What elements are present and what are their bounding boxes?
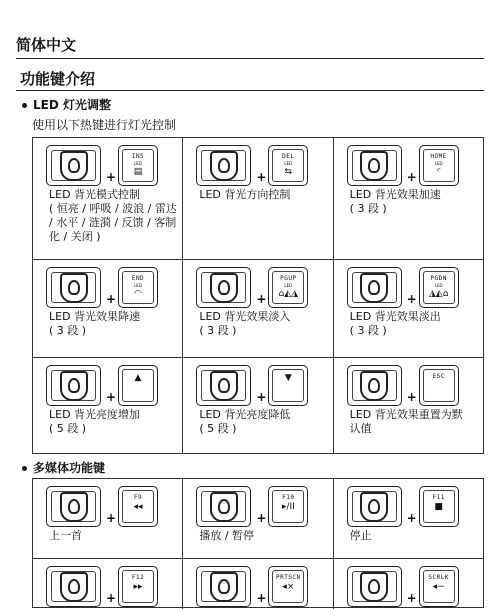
msi-key-icon bbox=[46, 267, 101, 308]
hotkey-cell bbox=[33, 260, 183, 357]
function-key-icon bbox=[419, 486, 459, 527]
divider bbox=[16, 90, 484, 91]
msi-dragon-icon bbox=[60, 371, 88, 401]
hotkey-description bbox=[199, 529, 254, 543]
description-line: ( 5 段 ) bbox=[199, 422, 237, 435]
description-line: LED 背光效果淡出 bbox=[349, 310, 441, 323]
plus-sign: + bbox=[406, 591, 417, 605]
msi-key-icon bbox=[196, 566, 251, 607]
function-key-icon bbox=[268, 566, 308, 607]
key-face bbox=[272, 570, 304, 603]
led-subtitle: LED 灯光调整 bbox=[22, 96, 111, 113]
key-face bbox=[423, 271, 455, 304]
key-name: DEL bbox=[282, 153, 295, 160]
key-face bbox=[272, 149, 304, 182]
hotkey-cell bbox=[183, 138, 333, 259]
function-key-icon bbox=[419, 145, 459, 186]
key-glyph-icon: ⌂◭◮ bbox=[278, 289, 299, 299]
key-glyph-icon: ◂− bbox=[432, 582, 445, 592]
msi-key-icon bbox=[46, 365, 101, 406]
section-title: 功能键介绍 bbox=[20, 70, 96, 88]
key-glyph-icon: ◂× bbox=[282, 582, 295, 592]
function-key-icon bbox=[118, 365, 158, 406]
key-face bbox=[51, 150, 96, 181]
description-line: LED 背光效果淡入 bbox=[199, 310, 291, 323]
function-key-icon bbox=[118, 145, 158, 186]
hotkey-cell bbox=[334, 138, 483, 259]
msi-dragon-icon bbox=[360, 371, 388, 401]
plus-sign: + bbox=[256, 511, 267, 525]
hotkey-description bbox=[350, 310, 441, 338]
msi-dragon-icon bbox=[360, 273, 388, 303]
function-key-icon bbox=[268, 145, 308, 186]
hotkey-description bbox=[199, 310, 290, 338]
description-line: LED 背光效果降速 bbox=[49, 310, 141, 323]
language-heading: 简体中文 bbox=[16, 36, 77, 54]
description-line: 认值 bbox=[349, 422, 372, 435]
key-glyph-icon: ▼ bbox=[284, 373, 292, 383]
key-glyph-icon: ◂◂ bbox=[133, 502, 143, 512]
description-line: LED 背光效果加速 bbox=[349, 188, 441, 201]
led-description: 使用以下热键进行灯光控制 bbox=[32, 118, 177, 132]
msi-key-icon bbox=[347, 365, 402, 406]
key-name: F11 bbox=[432, 494, 445, 501]
plus-sign: + bbox=[106, 591, 117, 605]
bullet-icon bbox=[22, 103, 27, 108]
hotkey-description bbox=[350, 188, 441, 216]
function-key-icon bbox=[419, 267, 459, 308]
key-face bbox=[122, 149, 154, 182]
msi-dragon-icon bbox=[210, 371, 238, 401]
key-name: PRTSCN bbox=[275, 574, 301, 581]
media-subtitle: 多媒体功能键 bbox=[22, 459, 105, 476]
hotkey-description bbox=[199, 408, 290, 436]
msi-key-icon bbox=[46, 566, 101, 607]
key-glyph-icon: ▤ bbox=[133, 167, 143, 177]
msi-dragon-icon bbox=[360, 492, 388, 522]
msi-dragon-icon bbox=[210, 572, 238, 602]
msi-key-icon bbox=[196, 365, 251, 406]
key-glyph-icon: ⇆ bbox=[284, 167, 293, 177]
hotkey-row bbox=[33, 138, 483, 260]
key-glyph-icon: ◠ bbox=[134, 289, 142, 299]
msi-key-icon bbox=[347, 486, 402, 527]
key-name: F10 bbox=[282, 494, 295, 501]
msi-dragon-icon bbox=[210, 151, 238, 181]
hotkey-cell bbox=[33, 358, 183, 453]
hotkey-row bbox=[33, 559, 483, 609]
key-name: END bbox=[131, 275, 145, 282]
plus-sign: + bbox=[256, 390, 267, 404]
description-line: ( 3 段 ) bbox=[49, 324, 87, 337]
hotkey-cell bbox=[334, 358, 483, 453]
key-face bbox=[352, 150, 397, 181]
msi-dragon-icon bbox=[210, 273, 238, 303]
plus-sign: + bbox=[106, 390, 117, 404]
msi-dragon-icon bbox=[60, 273, 88, 303]
plus-sign: + bbox=[406, 292, 417, 306]
key-face bbox=[272, 271, 304, 304]
hotkey-description bbox=[350, 408, 463, 436]
key-face bbox=[423, 149, 455, 182]
function-key-icon bbox=[268, 486, 308, 527]
description-line: / 水平 / 涟漪 / 反馈 / 客制 bbox=[49, 216, 177, 229]
msi-key-icon bbox=[347, 145, 402, 186]
hotkey-cell bbox=[33, 479, 183, 558]
plus-sign: + bbox=[106, 292, 117, 306]
description-line: ( 3 段 ) bbox=[349, 324, 387, 337]
function-key-icon bbox=[268, 365, 308, 406]
description-line: LED 背光亮度降低 bbox=[199, 408, 291, 421]
key-face bbox=[423, 369, 455, 402]
msi-key-icon bbox=[46, 486, 101, 527]
hotkey-cell bbox=[183, 260, 333, 357]
key-glyph-icon: ◜ bbox=[436, 167, 441, 177]
key-glyph-icon: ◮◭⌂ bbox=[428, 289, 449, 299]
hotkey-description bbox=[49, 408, 140, 436]
msi-dragon-icon bbox=[210, 492, 238, 522]
hotkey-cell bbox=[334, 479, 483, 558]
key-name: ESC bbox=[432, 373, 445, 380]
key-face bbox=[51, 272, 96, 303]
hotkey-description bbox=[199, 188, 290, 202]
description-line: 播放 / 暂停 bbox=[199, 529, 255, 542]
key-led-label: LED bbox=[284, 161, 293, 166]
msi-key-icon bbox=[196, 145, 251, 186]
description-line: ( 5 段 ) bbox=[49, 422, 87, 435]
hotkey-cell bbox=[183, 358, 333, 453]
key-face bbox=[122, 271, 154, 304]
description-line: LED 背光效果重置为默 bbox=[349, 408, 463, 421]
plus-sign: + bbox=[406, 390, 417, 404]
msi-dragon-icon bbox=[60, 151, 88, 181]
description-line: LED 背光亮度增加 bbox=[49, 408, 141, 421]
key-name: SCRLK bbox=[428, 574, 449, 581]
key-name: F9 bbox=[133, 494, 143, 501]
key-face bbox=[201, 370, 246, 401]
key-face bbox=[352, 491, 397, 522]
plus-sign: + bbox=[256, 292, 267, 306]
description-line: ( 恒亮 / 呼吸 / 波浪 / 雷达 bbox=[49, 202, 177, 215]
key-glyph-icon: ■ bbox=[434, 502, 443, 512]
plus-sign: + bbox=[106, 170, 117, 184]
function-key-icon bbox=[419, 365, 459, 406]
description-line: LED 背光方向控制 bbox=[199, 188, 291, 201]
led-hotkey-table bbox=[32, 137, 484, 454]
msi-key-icon bbox=[347, 566, 402, 607]
description-line: ( 3 段 ) bbox=[349, 202, 387, 215]
hotkey-row bbox=[33, 479, 483, 559]
msi-key-icon bbox=[46, 145, 101, 186]
msi-dragon-icon bbox=[360, 572, 388, 602]
function-key-icon bbox=[118, 486, 158, 527]
key-name: INS bbox=[131, 153, 145, 160]
description-line: 化 / 关闭 ) bbox=[49, 230, 101, 243]
key-glyph-icon: ▸/II bbox=[281, 502, 295, 512]
divider bbox=[16, 58, 484, 59]
media-hotkey-table bbox=[32, 478, 484, 608]
key-face bbox=[352, 571, 397, 602]
key-face bbox=[51, 571, 96, 602]
key-face bbox=[122, 369, 154, 402]
key-face bbox=[201, 272, 246, 303]
plus-sign: + bbox=[406, 170, 417, 184]
key-name: HOME bbox=[430, 153, 447, 160]
hotkey-description bbox=[49, 188, 177, 244]
msi-dragon-icon bbox=[60, 572, 88, 602]
key-name: PGDN bbox=[430, 275, 447, 282]
key-name: F12 bbox=[131, 574, 145, 581]
function-key-icon bbox=[118, 566, 158, 607]
key-face bbox=[122, 570, 154, 603]
key-face bbox=[201, 150, 246, 181]
msi-key-icon bbox=[347, 267, 402, 308]
msi-dragon-icon bbox=[60, 492, 88, 522]
description-line: ( 3 段 ) bbox=[199, 324, 237, 337]
msi-key-icon bbox=[196, 267, 251, 308]
description-line: LED 背光模式控制 bbox=[49, 188, 141, 201]
description-line: 上一首 bbox=[49, 529, 82, 542]
function-key-icon bbox=[118, 267, 158, 308]
key-face bbox=[352, 272, 397, 303]
key-face bbox=[51, 370, 96, 401]
key-face bbox=[352, 370, 397, 401]
hotkey-row bbox=[33, 260, 483, 358]
key-face bbox=[122, 490, 154, 523]
hotkey-description bbox=[49, 310, 140, 338]
hotkey-cell bbox=[183, 559, 333, 609]
key-led-label: LED bbox=[434, 283, 443, 288]
hotkey-row bbox=[33, 358, 483, 453]
description-line: 停止 bbox=[349, 529, 372, 542]
key-glyph-icon: ▸▸ bbox=[133, 582, 143, 592]
key-led-label: LED bbox=[134, 283, 142, 288]
plus-sign: + bbox=[406, 511, 417, 525]
key-face bbox=[272, 369, 304, 402]
hotkey-description bbox=[49, 529, 82, 543]
msi-dragon-icon bbox=[360, 151, 388, 181]
function-key-icon bbox=[419, 566, 459, 607]
key-led-label: LED bbox=[284, 283, 293, 288]
plus-sign: + bbox=[256, 591, 267, 605]
plus-sign: + bbox=[256, 170, 267, 184]
hotkey-cell bbox=[334, 260, 483, 357]
key-glyph-icon: ▲ bbox=[134, 373, 142, 383]
plus-sign: + bbox=[106, 511, 117, 525]
bullet-icon bbox=[22, 466, 27, 471]
hotkey-cell bbox=[33, 138, 183, 259]
key-face bbox=[272, 490, 304, 523]
key-led-label: LED bbox=[434, 161, 443, 166]
msi-key-icon bbox=[196, 486, 251, 527]
key-face bbox=[201, 491, 246, 522]
key-face bbox=[423, 490, 455, 523]
key-name: PGUP bbox=[280, 275, 297, 282]
hotkey-description bbox=[350, 529, 372, 543]
hotkey-cell bbox=[33, 559, 183, 609]
key-face bbox=[423, 570, 455, 603]
key-led-label: LED bbox=[134, 161, 142, 166]
key-face bbox=[51, 491, 96, 522]
hotkey-cell bbox=[334, 559, 483, 609]
function-key-icon bbox=[268, 267, 308, 308]
key-face bbox=[201, 571, 246, 602]
hotkey-cell bbox=[183, 479, 333, 558]
